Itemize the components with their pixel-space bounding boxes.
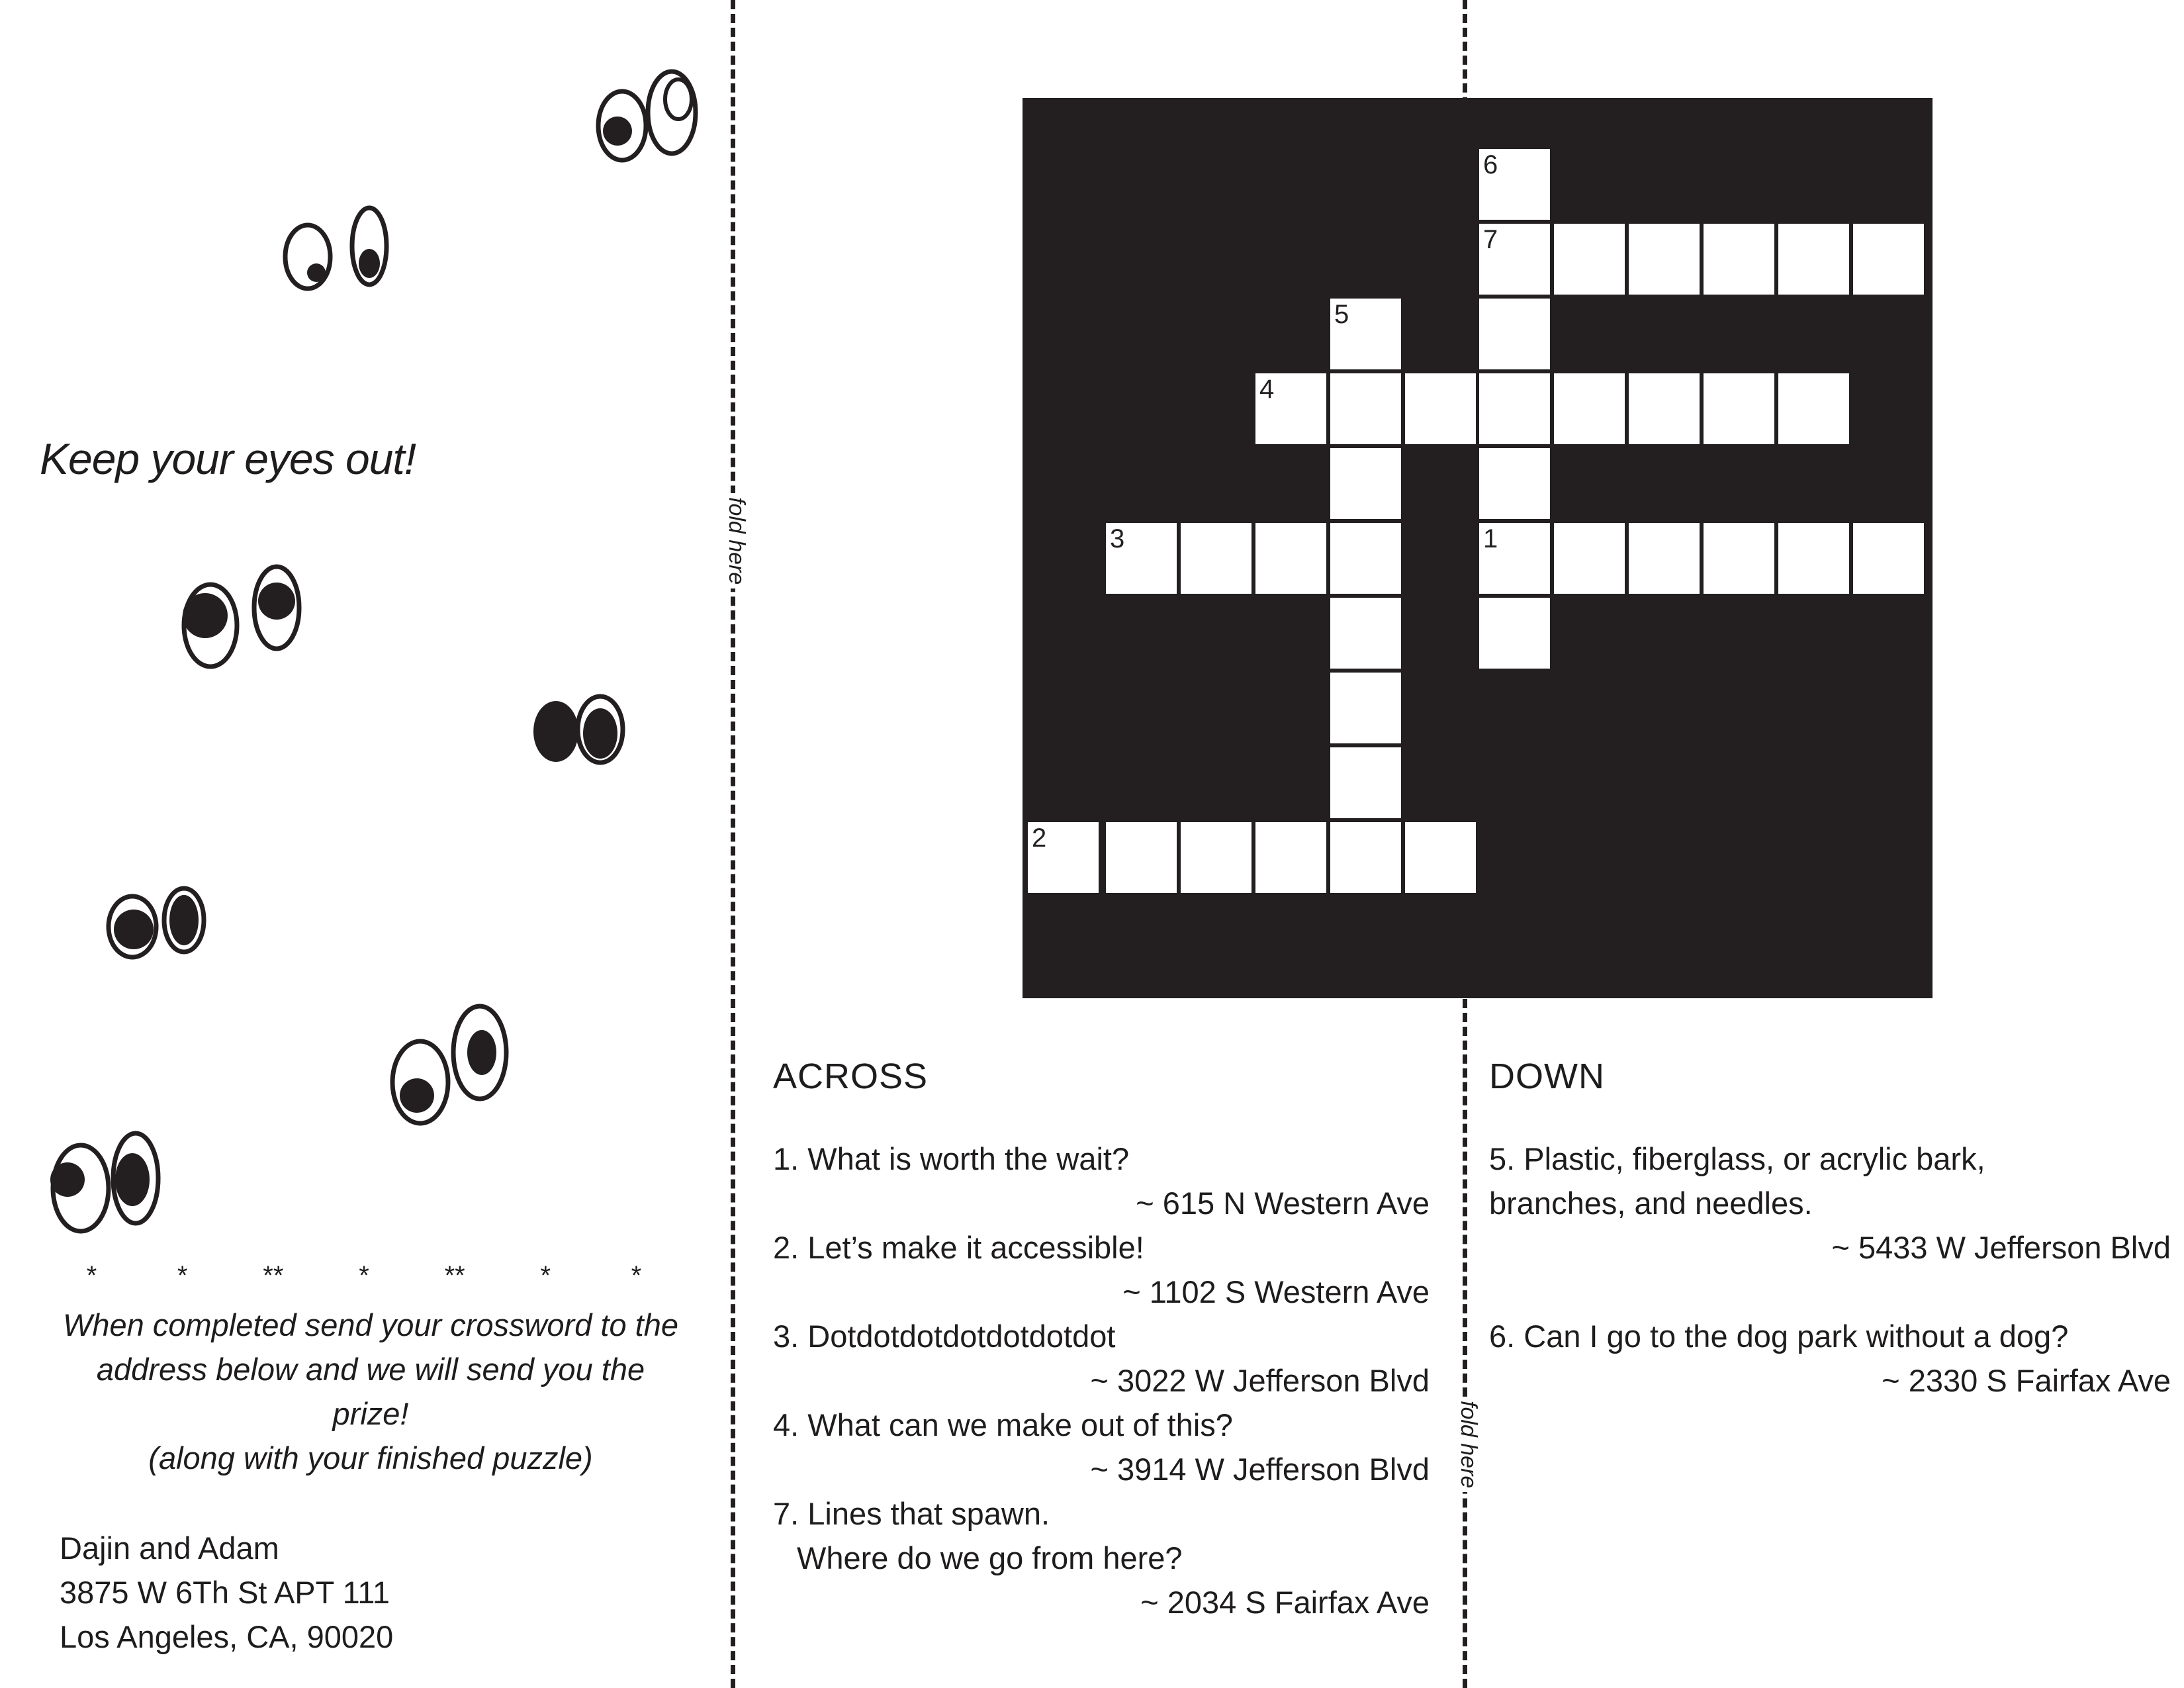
crossword-cell[interactable] — [1028, 822, 1099, 893]
cell-number: 3 — [1110, 524, 1125, 553]
crossword-cell[interactable] — [1330, 523, 1401, 594]
crossword-cell[interactable] — [1554, 373, 1625, 444]
crossword-cell[interactable] — [1330, 448, 1401, 519]
crossword-cell[interactable] — [1181, 822, 1251, 893]
crossword-cell[interactable] — [1704, 373, 1774, 444]
clue-text: 4. What can we make out of this? — [773, 1407, 1233, 1442]
clue-text: 1. What is worth the wait? — [773, 1141, 1130, 1176]
crossword-grid — [1023, 98, 1933, 998]
address-line: 3875 W 6Th St APT 111 — [60, 1575, 390, 1610]
crossword-cell[interactable] — [1479, 299, 1550, 369]
clue-text: 7. Lines that spawn. — [773, 1496, 1050, 1531]
clue-location: ~ 1102 S Western Ave — [1122, 1274, 1430, 1309]
crossword-cell[interactable] — [1479, 373, 1550, 444]
crossword-cell[interactable] — [1330, 673, 1401, 743]
crossword-cell[interactable] — [1181, 523, 1251, 594]
instructions-line: address below and we will send you the — [96, 1352, 645, 1387]
crossword-cell[interactable] — [1479, 224, 1550, 295]
instructions-line: prize! — [332, 1396, 409, 1431]
crossword-cell[interactable] — [1405, 373, 1476, 444]
separator-marks — [46, 1261, 682, 1291]
cell-number: 4 — [1259, 375, 1275, 404]
crossword-cell[interactable] — [1629, 523, 1700, 594]
address-line: Dajin and Adam — [60, 1530, 279, 1566]
crossword-cell[interactable] — [1330, 299, 1401, 369]
googly-eyes-icon — [523, 669, 649, 794]
clue-text: 3. Dotdotdotdotdotdotdot — [773, 1319, 1116, 1354]
cell-number: 2 — [1032, 823, 1047, 853]
clue-location: ~ 3022 W Jefferson Blvd — [1090, 1363, 1430, 1398]
crossword-cell[interactable] — [1255, 523, 1326, 594]
tagline: Keep your eyes out! — [40, 434, 416, 483]
crossword-cell[interactable] — [1330, 598, 1401, 669]
fold-label-right: fold here — [1455, 1397, 1481, 1492]
cell-number: 7 — [1483, 225, 1498, 254]
clue-text: 5. Plastic, fiberglass, or acrylic bark, — [1489, 1141, 1985, 1176]
mail-instructions — [26, 1303, 715, 1480]
crossword-cell[interactable] — [1778, 373, 1849, 444]
separator-mark: * — [631, 1261, 642, 1290]
googly-eyes-icon — [172, 549, 311, 682]
crossword-cell[interactable] — [1554, 523, 1625, 594]
crossword-cell[interactable] — [1330, 822, 1401, 893]
cell-number: 5 — [1334, 300, 1349, 329]
clue-text: 2. Let’s make it accessible! — [773, 1230, 1144, 1265]
clue-location: ~ 3914 W Jefferson Blvd — [1090, 1452, 1430, 1487]
crossword-cell[interactable] — [1778, 523, 1849, 594]
crossword-cell[interactable] — [1330, 373, 1401, 444]
clue-text-continued: branches, and needles. — [1489, 1186, 1813, 1221]
clue-location: ~ 2034 S Fairfax Ave — [1140, 1585, 1430, 1620]
crossword-cell[interactable] — [1629, 224, 1700, 295]
googly-eyes-icon — [40, 1119, 179, 1251]
crossword-cell[interactable] — [1255, 373, 1326, 444]
crossword-cell[interactable] — [1554, 224, 1625, 295]
crossword-cell[interactable] — [1704, 523, 1774, 594]
googly-eyes-icon — [586, 53, 711, 185]
crossword-cell[interactable] — [1704, 224, 1774, 295]
crossword-cell[interactable] — [1853, 523, 1924, 594]
crossword-cell[interactable] — [1405, 822, 1476, 893]
googly-eyes-icon — [93, 861, 218, 986]
mailing-address — [60, 1526, 393, 1659]
separator-mark: * — [359, 1261, 369, 1290]
crossword-cell[interactable] — [1330, 747, 1401, 818]
down-clues — [1489, 1056, 2171, 1403]
cell-number: 1 — [1483, 524, 1498, 553]
separator-mark: ** — [444, 1261, 465, 1290]
cell-number: 6 — [1483, 150, 1498, 179]
clue-location: ~ 5433 W Jefferson Blvd — [1831, 1230, 2171, 1265]
clue-location: ~ 615 N Western Ave — [1136, 1186, 1430, 1221]
googly-eyes-icon — [265, 199, 397, 311]
separator-mark: ** — [263, 1261, 284, 1290]
fold-label-left: fold here — [723, 493, 749, 588]
instructions-line: When completed send your crossword to the — [62, 1307, 679, 1342]
crossword-cell[interactable] — [1479, 598, 1550, 669]
separator-mark: * — [86, 1261, 97, 1290]
address-line: Los Angeles, CA, 90020 — [60, 1619, 394, 1654]
instructions-line: (along with your finished puzzle) — [148, 1440, 593, 1476]
crossword-cell[interactable] — [1479, 448, 1550, 519]
crossword-cell[interactable] — [1255, 822, 1326, 893]
crossword-cell[interactable] — [1106, 822, 1177, 893]
crossword-cell[interactable] — [1479, 149, 1550, 220]
down-heading: DOWN — [1489, 1056, 1605, 1096]
clue-text-continued: Where do we go from here? — [797, 1540, 1183, 1575]
crossword-cell[interactable] — [1778, 224, 1849, 295]
crossword-cell[interactable] — [1106, 523, 1177, 594]
separator-mark: * — [540, 1261, 551, 1290]
crossword-cell[interactable] — [1629, 373, 1700, 444]
across-clues — [773, 1056, 1430, 1624]
clue-text: 6. Can I go to the dog park without a dog? — [1489, 1319, 2069, 1354]
crossword-cell[interactable] — [1479, 523, 1550, 594]
fold-line-left — [731, 0, 735, 1688]
googly-eyes-icon — [384, 1000, 523, 1139]
across-heading: ACROSS — [773, 1056, 929, 1096]
clue-location: ~ 2330 S Fairfax Ave — [1882, 1363, 2171, 1398]
crossword-cell[interactable] — [1853, 224, 1924, 295]
separator-mark: * — [177, 1261, 188, 1290]
